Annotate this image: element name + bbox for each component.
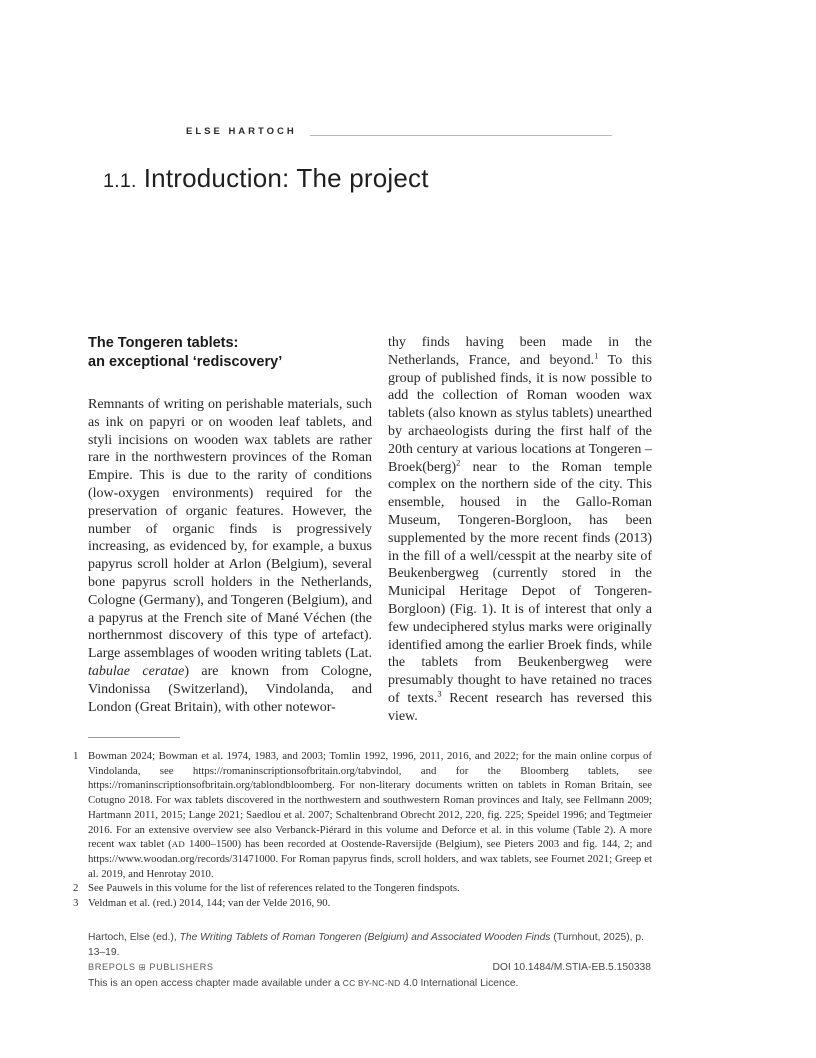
doi: DOI 10.1484/M.STIA-EB.5.150338 — [492, 962, 651, 974]
publisher-name-left: BREPOLS — [88, 962, 136, 973]
section-heading-line1: The Tongeren tablets: — [88, 335, 239, 351]
footnote-text: See Pauwels in this volume for the list of references related to the Tongeren findspots. — [88, 882, 460, 895]
header-rule — [310, 135, 612, 136]
chapter-title-text: Introduction: The project — [143, 163, 429, 193]
section-heading-line2: an exceptional ‘rediscovery’ — [88, 354, 283, 370]
footnotes — [73, 749, 652, 911]
footnote-rule — [88, 737, 180, 738]
footnote-number: 2 — [73, 882, 79, 895]
footnote-text: Veldman et al. (red.) 2014, 144; van der Velde 2016, 90. — [88, 897, 331, 910]
section-heading — [88, 334, 372, 372]
publisher-doi-row — [88, 960, 651, 976]
footnote-number: 1 — [73, 750, 79, 762]
publisher — [88, 960, 214, 975]
licence-line: This is an open access chapter made available under a CC BY-NC-ND 4.0 International Licence. — [88, 977, 519, 989]
colophon — [88, 931, 651, 991]
citation-line: Hartoch, Else (ed.), The Writing Tablets of Roman Tongeren (Belgium) and Associated Wooden Finds (Turnhout, 2025), p. 13–19. — [88, 932, 644, 958]
publisher-name-right: PUBLISHERS — [149, 962, 214, 973]
chapter-number: 1.1. — [103, 170, 137, 192]
footnote-2 — [73, 881, 652, 896]
paragraph-left: Remnants of writing on perishable materials, such as ink on papyri or on wooden leaf tablets, and styli incisions on wooden wax tablets are rather rare in the northwestern provinces of the Roman Empire. This is due to the rarity of conditions (low-oxygen environments) required for the preservation of organic features. However, the number of organic finds is progressively increasing, as evidenced by, for example, a buxus papyrus scroll holder at Arlon (Belgium), several bone papyrus scroll holders in the Netherlands, Cologne (Germany), and Tongeren (Belgium), and a papyrus at the French site of Mané Véchen (the northernmost discovery of this type of artefact). Large assemblages of wooden writing tablets (Lat. tabulae ceratae) are known from Cologne, Vindonissa (Switzerland), Vindolanda, and London (Great Britain), with other notewor- — [88, 397, 372, 715]
column-right — [388, 334, 652, 726]
body-columns — [88, 334, 652, 726]
footnote-1 — [73, 749, 652, 881]
paragraph-right: thy finds having been made in the Netherlands, France, and beyond.$^1$ To this group of published finds, it is now possible to add the collection of Roman wooden wax tablets (also known as stylus tablets) unearthed by archaeologists during the first half of the 20th century at various locations at Tongeren – Broek(berg)$^2$ near to the Roman temple complex on the northern side of the city. This ensemble, housed in the Gallo-Roman Museum, Tongeren-Borgloon, has been supplemented by the more recent finds (2013) in the fill of a well/cesspit at the nearby site of Beukenbergweg (currently stored in the Municipal Heritage Depot of Tongeren-Borgloon) (Fig. 1). It is of interest that only a few undeciphered stylus marks were originally identified among the earlier Broek finds, while the tablets from Beukenbergweg were presumably thought to have retained no traces of texts.$^3$ Recent research has reversed this view. — [388, 335, 652, 724]
column-left — [88, 334, 372, 726]
footnote-3 — [73, 896, 652, 911]
footnote-number: 3 — [73, 897, 79, 910]
chapter-title — [103, 163, 429, 194]
footnote-text: Bowman 2024; Bowman et al. 1974, 1983, and 2003; Tomlin 1992, 1996, 2011, 2016, and 2022; for the main online corpus of Vindolanda, see https://romaninscriptionsofbritain.org/tabvindol, and for the Bloomberg tablets, see https://romaninscriptionsofbritain.org/tablondbloomberg. For non-literary documents written on tablets in Roman Britain, see Cotugno 2018. For wax tablets discovered in the northwestern and southwestern Roman provinces and Italy, see Fellmann 2009; Hartmann 2011, 2015; Lange 2021; Saedlou et al. 2007; Schaltenbrand Obrecht 2012, 220, fig. 225; Speidel 1996; and Tegtmeier 2016. For an extensive overview see also Verbanck-Piérard in this volume and Deforce et al. in this volume (Table 2). A more recent wax tablet (AD 1400–1500) has been recorded at Oostende-Raversijde (Belgium), see Pieters 2003 and fig. 144, 2; and https://www.woodan.org/records/31471000. For Roman papyrus finds, scroll holders, and wax tablets, see Fournet 2021; Greep et al. 2019, and Henrotay 2010. — [88, 750, 652, 880]
brepols-logo-icon: ⊞ — [138, 962, 147, 973]
running-head-author: ELSE HARTOCH — [186, 126, 297, 137]
